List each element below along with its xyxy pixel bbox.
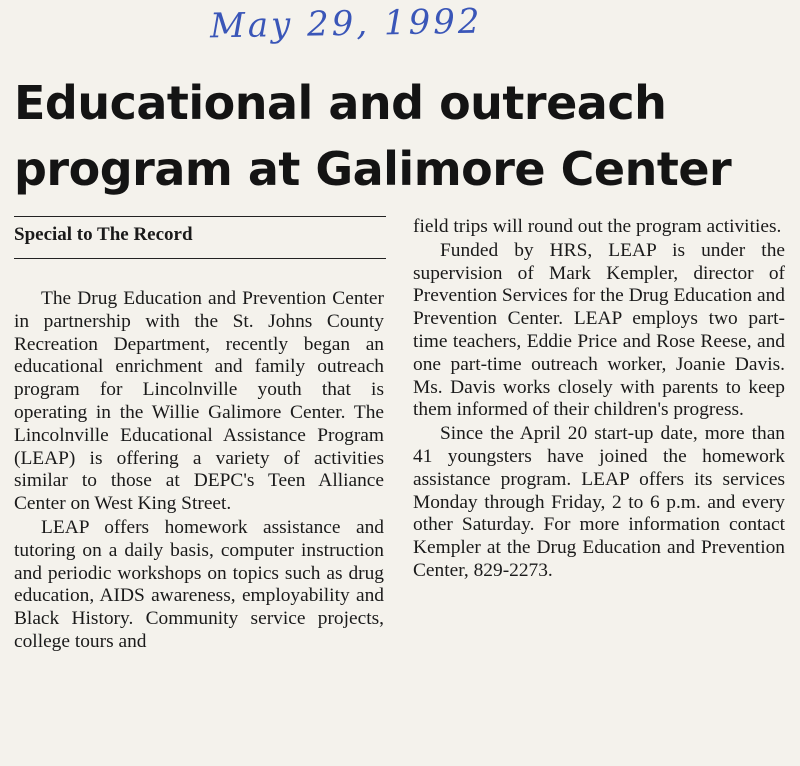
- paragraph-intro: The Drug Education and Prevention Center in partnership with the St. Johns County Recreation Department, recently began an educational enrichment and family outreach program for Lincolnville youth that is operating in the Willie Galimore Center. The Lincolnville Educational Assistance Program (LEAP) is offering a variety of activities similar to those at DEPC's Teen Alliance Center on West King Street.: [14, 288, 384, 515]
- paragraph-funding: Funded by HRS, LEAP is under the supervision of Mark Kempler, director of Prevention Services for the Drug Education and Prevention Center. LEAP employs two part-time teachers, Eddie Price and Rose Reese, and one part-time outreach worker, Joanie Davis. Ms. Davis works closely with parents to keep them informed of their children's progress.: [413, 239, 785, 421]
- paragraph-activities: LEAP offers homework assistance and tutoring on a daily basis, computer instruction and periodic workshops on topics such as drug education, AIDS awareness, employability and Black History. Community service projects, college tours and: [14, 516, 384, 652]
- byline-top-rule: [14, 216, 386, 217]
- handwritten-date: May 29, 1992: [209, 1, 483, 47]
- article-headline: Educational and outreach program at Galimore Center: [14, 76, 732, 196]
- byline-bottom-rule: [14, 258, 386, 259]
- article-byline: Special to The Record: [14, 224, 193, 245]
- article-column-right: [413, 216, 785, 583]
- article-column-left: [14, 288, 384, 654]
- paragraph-startup: Since the April 20 start-up date, more than 41 youngsters have joined the homework assistance program. LEAP offers its services Monday through Friday, 2 to 6 p.m. and every other Saturday. For more information contact Kempler at the Drug Education and Prevention Center, 829-2273.: [413, 423, 785, 581]
- paragraph-continued: field trips will round out the program activities.: [413, 216, 782, 237]
